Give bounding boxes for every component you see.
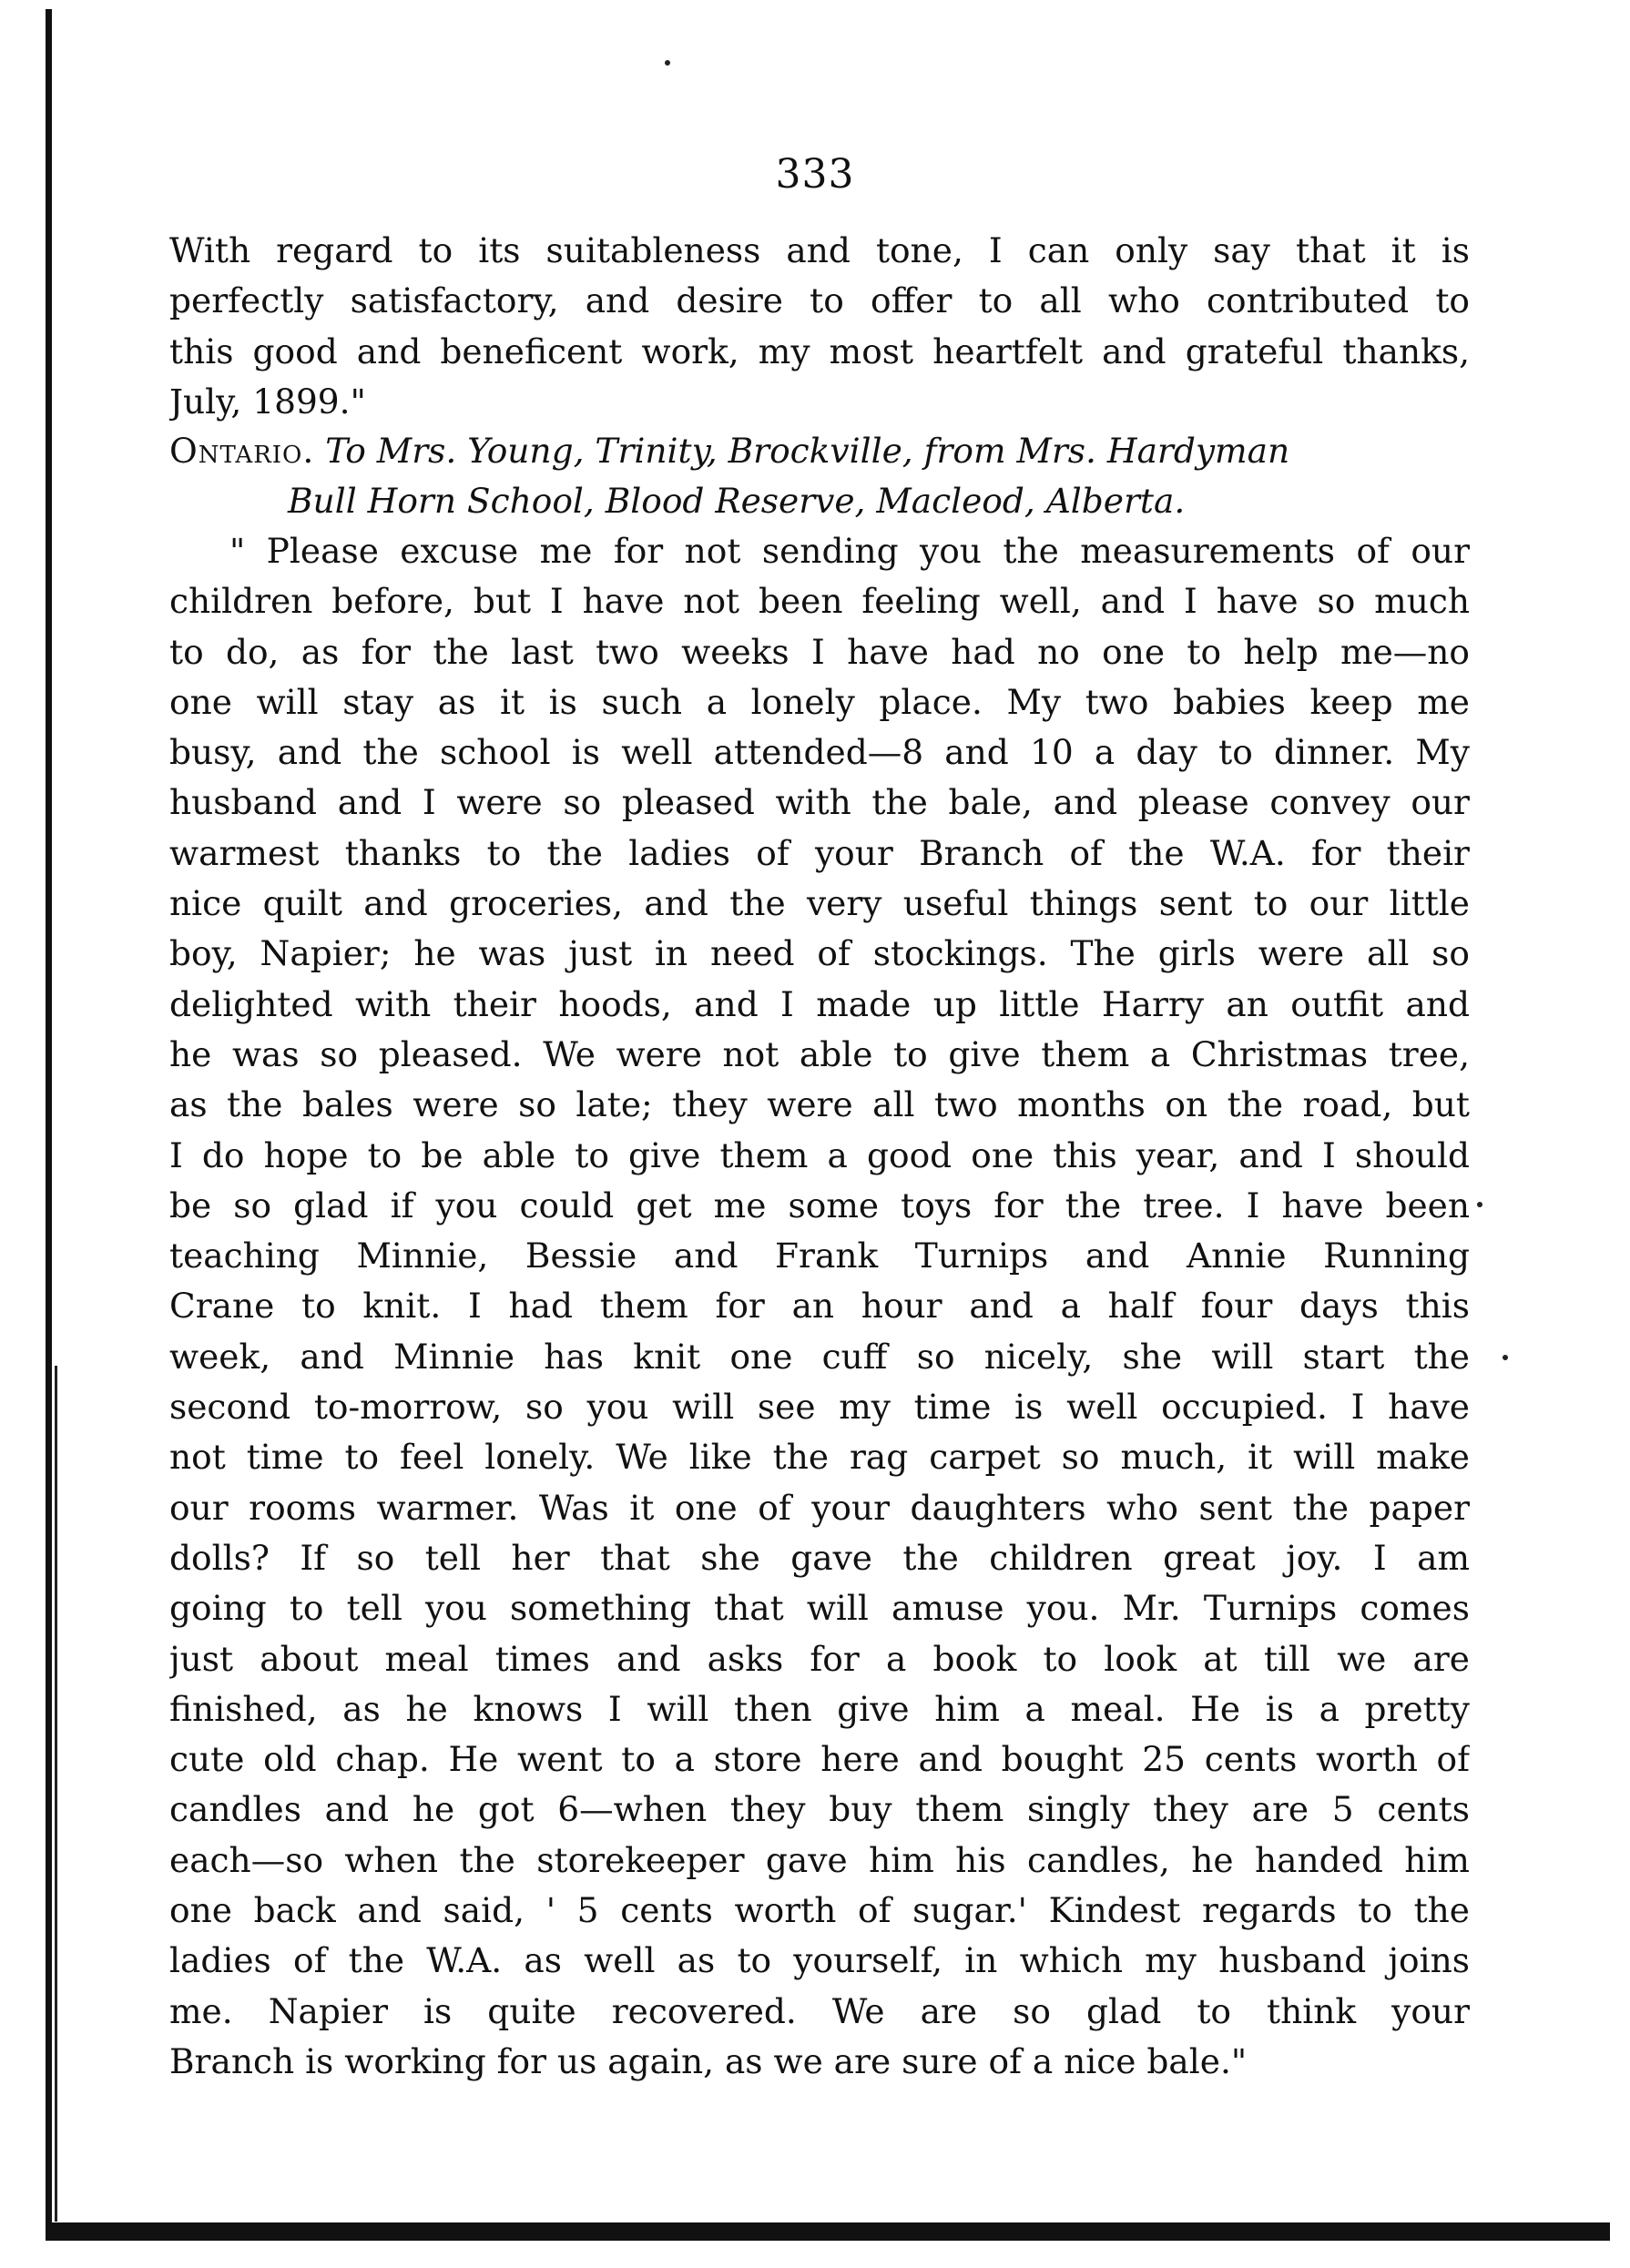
- speck-mark: [665, 60, 670, 66]
- letter-heading: [169, 426, 1470, 476]
- text-line: I do hope to be able to give them a good one this year, and I should: [169, 1134, 1470, 1175]
- text-line: " Please excuse me for not sending you the measurements of our: [229, 531, 1470, 571]
- bottom-rule: [46, 2222, 1610, 2241]
- text-line: perfectly satisfactory, and desire to offer to all who contributed to: [169, 280, 1470, 321]
- text-line: to do, as for the last two weeks I have had no one to help me—no: [169, 631, 1470, 672]
- text-line: week, and Minnie has knit one cuff so nicely, she will start the: [169, 1336, 1470, 1377]
- text-line: just about meal times and asks for a book to look at till we are: [169, 1638, 1470, 1679]
- text-line: husband and I were so pleased with the bale, and please convey our: [169, 782, 1470, 823]
- text-line: July, 1899.": [169, 381, 366, 422]
- left-margin-shadow: [55, 1366, 57, 2222]
- heading-place: Ontario.: [169, 431, 315, 471]
- text-line: busy, and the school is well attended—8 and 10 a day to dinner. My: [169, 732, 1470, 773]
- text-line: candles and he got 6—when they buy them singly they are 5 cents: [169, 1789, 1470, 1830]
- text-line: Crane to knit. I had them for an hour and a half four days this: [169, 1286, 1470, 1327]
- text-line: dolls? If so tell her that she gave the children great joy. I am: [169, 1537, 1470, 1578]
- speck-mark: [1503, 1355, 1508, 1360]
- text-line: finished, as he knows I will then give him a meal. He is a pretty: [169, 1688, 1470, 1729]
- text-line: teaching Minnie, Bessie and Frank Turnips and Annie Running: [169, 1236, 1470, 1276]
- text-line: one will stay as it is such a lonely place. My two babies keep me: [169, 681, 1470, 722]
- text-line: With regard to its suitableness and tone, I can only say that it is: [169, 230, 1470, 270]
- continued-letter: [169, 226, 1470, 427]
- text-line: as the bales were so late; they were all two months on the road, but: [169, 1084, 1470, 1125]
- left-margin-rule: [46, 9, 52, 2231]
- text-line: going to tell you something that will amuse you. Mr. Turnips comes: [169, 1588, 1470, 1629]
- text-line: boy, Napier; he was just in need of stockings. The girls were all so: [169, 933, 1470, 974]
- speck-mark: [1477, 1202, 1482, 1207]
- text-line: this good and beneficent work, my most heartfelt and grateful thanks,: [169, 331, 1470, 371]
- letter-body: [169, 526, 1470, 2087]
- text-line: our rooms warmer. Was it one of your daughters who sent the paper: [169, 1487, 1470, 1528]
- text-line: cute old chap. He went to a store here and bought 25 cents worth of: [169, 1739, 1470, 1780]
- text-line: second to-morrow, so you will see my time is well occupied. I have: [169, 1387, 1470, 1428]
- text-line: Branch is working for us again, as we are sure of a nice bale.": [169, 2040, 1248, 2081]
- text-line: nice quilt and groceries, and the very useful things sent to our little: [169, 883, 1470, 924]
- text-line: not time to feel lonely. We like the rag carpet so much, it will make: [169, 1437, 1470, 1478]
- text-line: each—so when the storekeeper gave him his candles, he handed him: [169, 1839, 1470, 1880]
- text-line: one back and said, ' 5 cents worth of sugar.' Kindest regards to the: [169, 1890, 1470, 1931]
- heading-sender-line: Bull Horn School, Blood Reserve, Macleod, Alberta.: [288, 481, 1186, 521]
- text-line: he was so pleased. We were not able to give them a Christmas tree,: [169, 1033, 1470, 1074]
- text-line: me. Napier is quite recovered. We are so glad to think your: [169, 1990, 1470, 2031]
- heading-recipient: To Mrs. Young, Trinity, Brockville, from Mrs. Hardyman: [325, 431, 1290, 471]
- page-number: 333: [775, 151, 855, 198]
- text-line: warmest thanks to the ladies of your Branch of the W.A. for their: [169, 832, 1470, 873]
- text-line: be so glad if you could get me some toys for the tree. I have been: [169, 1185, 1470, 1226]
- text-line: children before, but I have not been feeling well, and I have so much: [169, 581, 1470, 622]
- text-line: ladies of the W.A. as well as to yourself, in which my husband joins: [169, 1940, 1470, 1981]
- text-line: delighted with their hoods, and I made up little Harry an outfit and: [169, 983, 1470, 1024]
